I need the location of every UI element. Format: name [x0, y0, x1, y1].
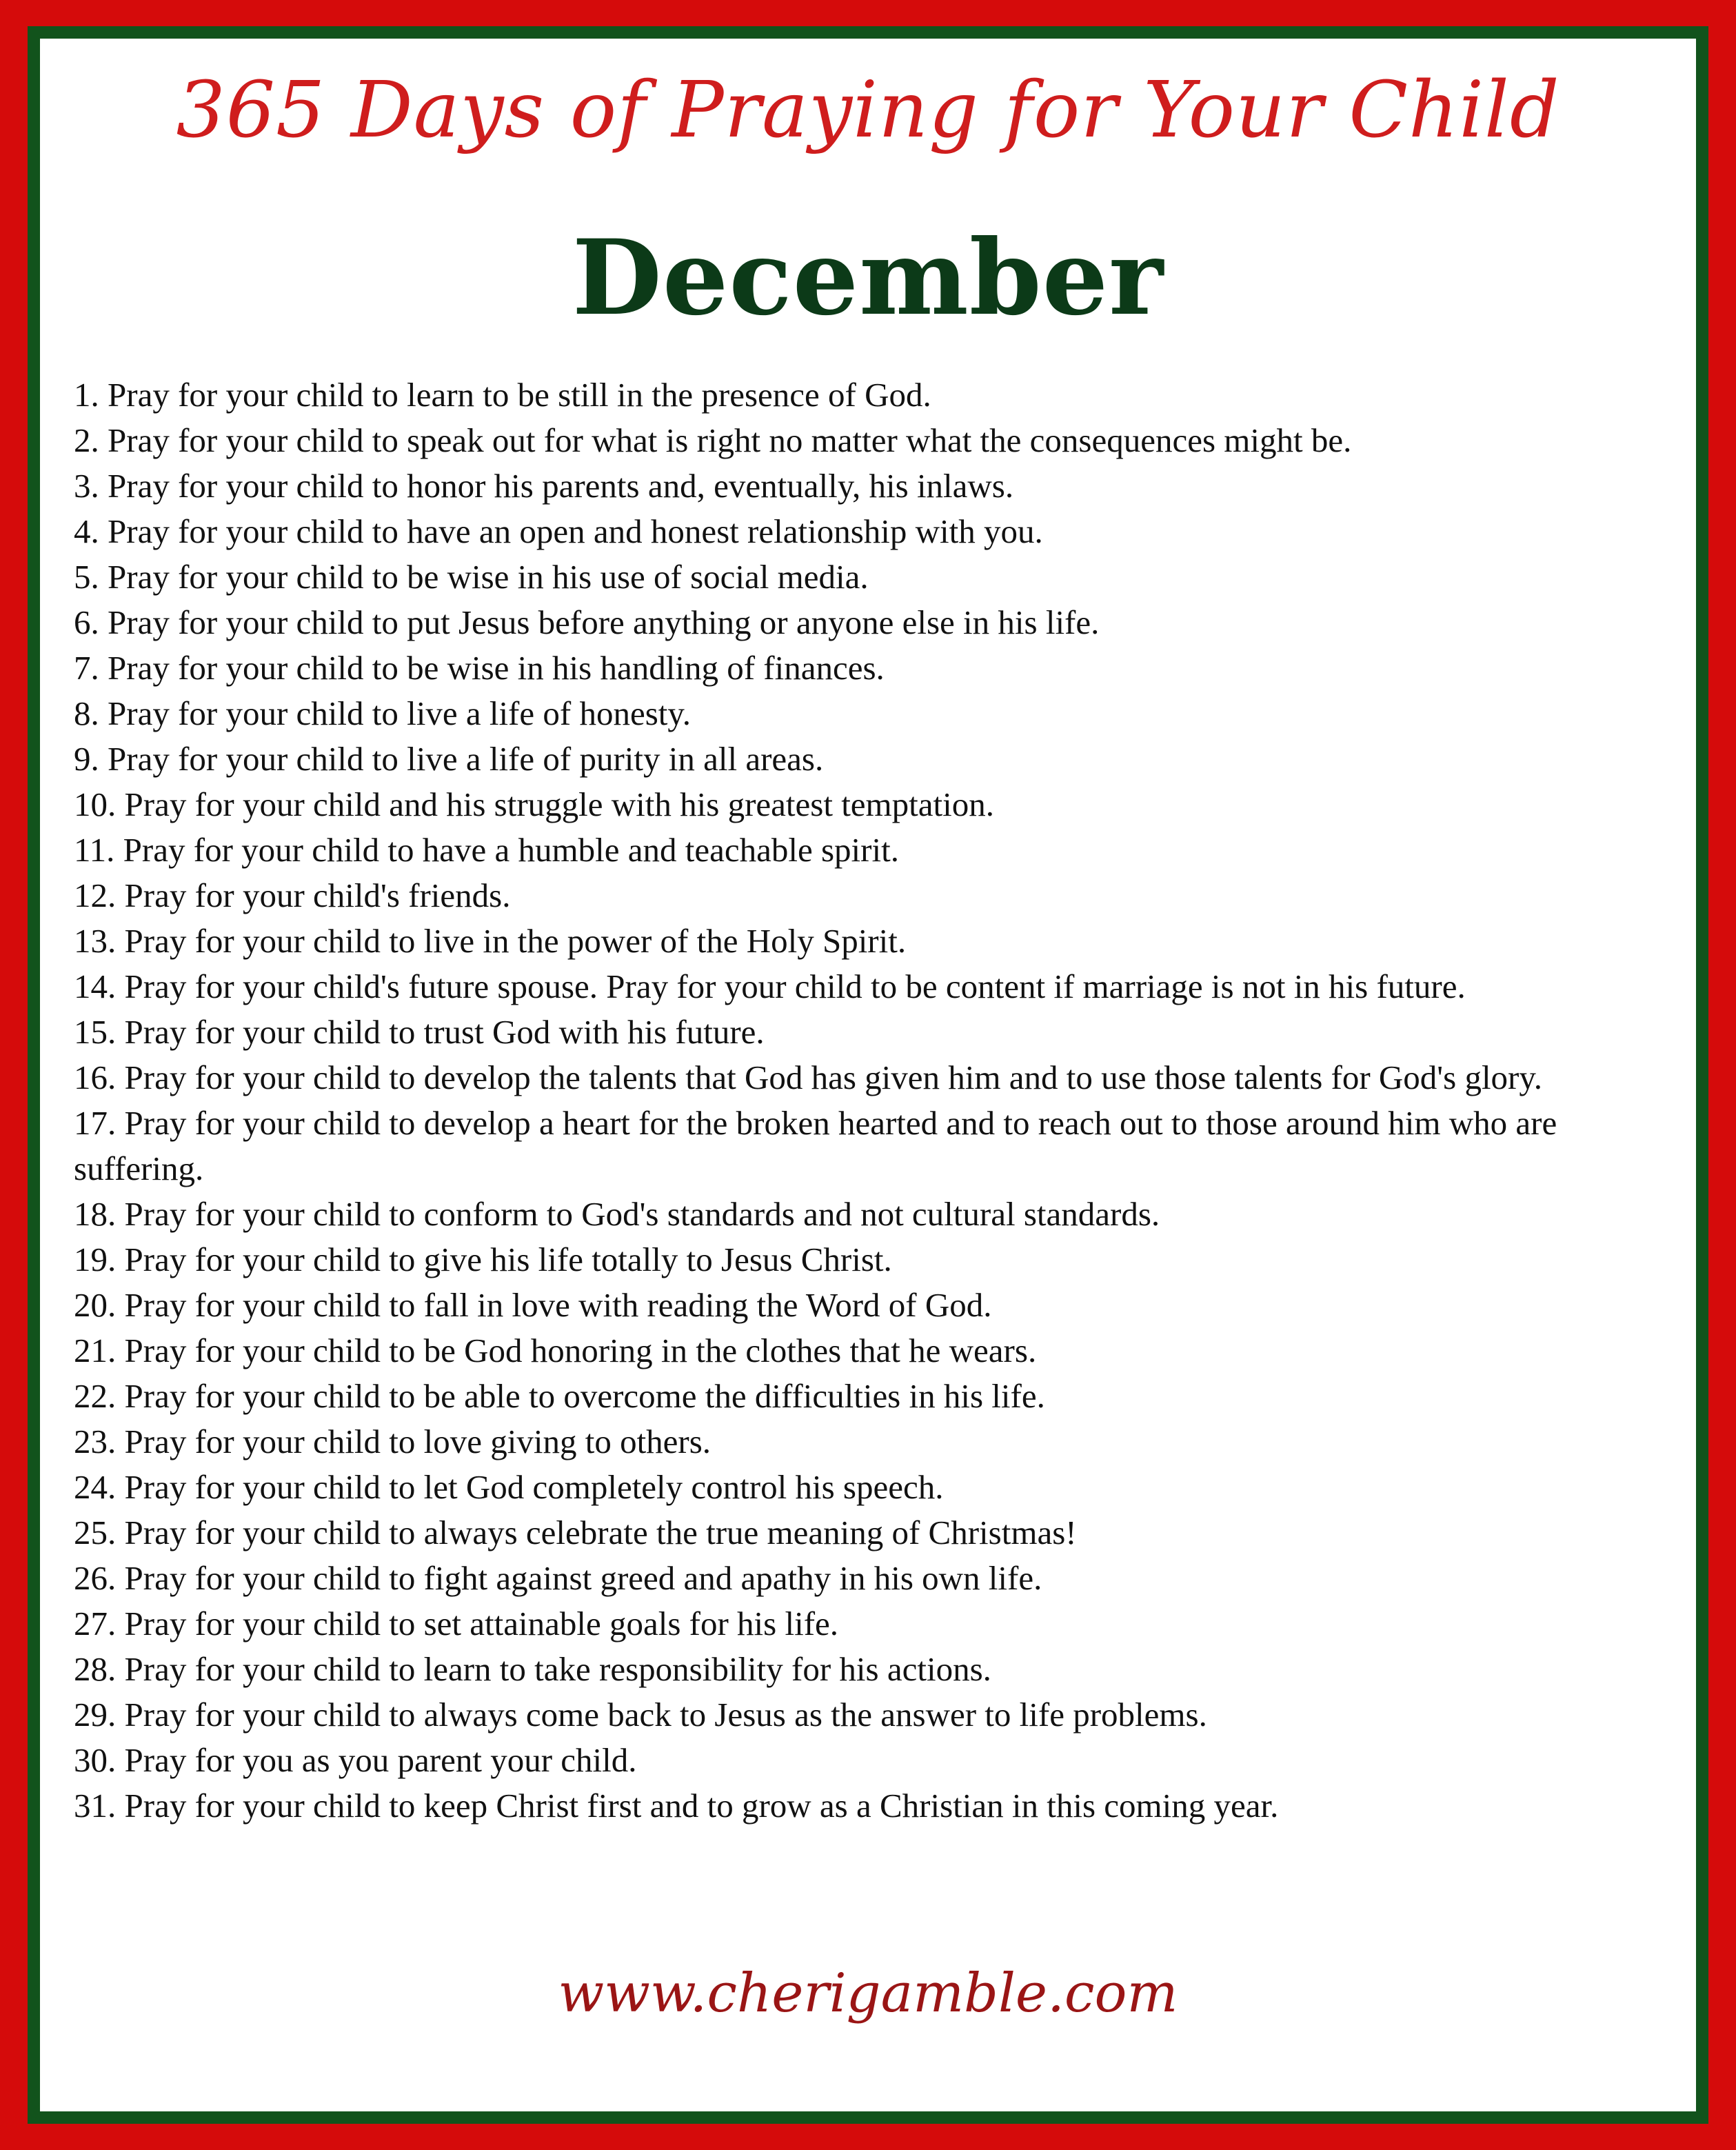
prayer-item: 24. Pray for your child to let God completely control his speech. [74, 1468, 944, 1506]
prayer-item: 23. Pray for your child to love giving to others. [74, 1423, 711, 1460]
website-link[interactable]: www.cherigamble.com [558, 1962, 1178, 2025]
prayer-item: 22. Pray for your child to be able to overcome the difficulties in his life. [74, 1377, 1045, 1415]
prayer-item: 29. Pray for your child to always come back to Jesus as the answer to life problems. [74, 1696, 1207, 1734]
prayer-item: 7. Pray for your child to be wise in his handling of finances. [74, 649, 885, 687]
prayer-item: 31. Pray for your child to keep Christ first and to grow as a Christian in this coming year. [74, 1787, 1279, 1825]
month-heading: December [572, 217, 1164, 339]
prayer-item: 14. Pray for your child's future spouse. Pray for your child to be content if marriage is not in his future. [74, 967, 1466, 1005]
prayer-item: 1. Pray for your child to learn to be still in the presence of God. [74, 376, 931, 414]
prayer-item: 13. Pray for your child to live in the power of the Holy Spirit. [74, 922, 907, 960]
page-title: 365 Days of Praying for Your Child [176, 66, 1560, 155]
prayer-item: 10. Pray for your child and his struggle with his greatest temptation. [74, 785, 995, 823]
prayer-item: 11. Pray for your child to have a humble and teachable spirit. [74, 831, 899, 869]
prayer-item: 28. Pray for your child to learn to take responsibility for his actions. [74, 1650, 991, 1688]
prayer-item: 26. Pray for your child to fight against greed and apathy in his own life. [74, 1559, 1042, 1597]
prayer-item: 2. Pray for your child to speak out for what is right no matter what the consequences might be. [74, 421, 1352, 459]
prayer-item: 9. Pray for your child to live a life of purity in all areas. [74, 740, 824, 778]
prayer-item: 12. Pray for your child's friends. [74, 876, 511, 914]
prayer-item: 18. Pray for your child to conform to God's standards and not cultural standards. [74, 1195, 1160, 1233]
prayer-item: 27. Pray for your child to set attainable goals for his life. [74, 1605, 839, 1642]
prayer-item: 4. Pray for your child to have an open and honest relationship with you. [74, 512, 1043, 550]
prayer-item: 30. Pray for you as you parent your child. [74, 1741, 637, 1779]
prayer-list [74, 372, 1694, 1829]
prayer-item: 25. Pray for your child to always celebrate the true meaning of Christmas! [74, 1514, 1077, 1551]
prayer-item: 8. Pray for your child to live a life of honesty. [74, 694, 691, 732]
prayer-item: 20. Pray for your child to fall in love with reading the Word of God. [74, 1286, 992, 1324]
prayer-item: 3. Pray for your child to honor his parents and, eventually, his inlaws. [74, 467, 1014, 505]
prayer-item: 5. Pray for your child to be wise in his use of social media. [74, 558, 869, 596]
prayer-item: 16. Pray for your child to develop the talents that God has given him and to use those talents for God's glory. [74, 1058, 1542, 1096]
prayer-item: 19. Pray for your child to give his life totally to Jesus Christ. [74, 1240, 892, 1278]
prayer-item: 6. Pray for your child to put Jesus before anything or anyone else in his life. [74, 603, 1100, 641]
prayer-item: 17. Pray for your child to develop a heart for the broken hearted and to reach out to those around him who are suffering. [74, 1104, 1557, 1187]
prayer-item: 15. Pray for your child to trust God with his future. [74, 1013, 765, 1051]
prayer-item: 21. Pray for your child to be God honoring in the clothes that he wears. [74, 1332, 1037, 1369]
